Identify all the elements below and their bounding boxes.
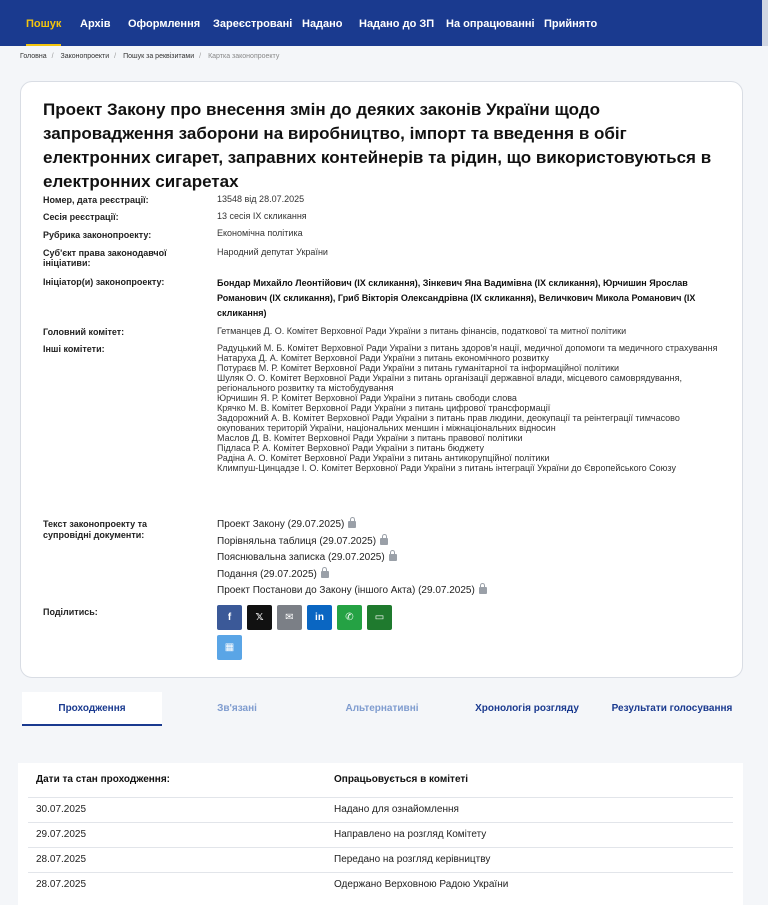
passage-table (18, 763, 743, 905)
doc-link-resolution[interactable]: Проект Постанови до Закону (іншого Акта) (29.07.2025) (217, 583, 722, 600)
qr-code-icon[interactable]: ▦ (217, 635, 242, 660)
column-header-date: Дати та стан проходження: (36, 774, 170, 785)
lock-icon (380, 538, 388, 545)
nav-registered[interactable]: Зареєстровані (213, 18, 293, 30)
row-date: 30.07.2025 (36, 804, 87, 815)
lock-icon (479, 587, 487, 594)
facebook-icon[interactable]: f (217, 605, 242, 630)
nav-submitted-to-zp[interactable]: Надано до ЗП (359, 18, 435, 30)
committee-item: Крячко М. В. Комітет Верховної Ради України з питань цифрової трансформації (217, 403, 551, 413)
committee-item: Підласа Р. А. Комітет Верховної Ради України з питань бюджету (217, 443, 485, 453)
tab-related[interactable]: Зв'язані (217, 703, 257, 714)
linkedin-icon[interactable]: in (307, 605, 332, 630)
committee-item: Радіна А. О. Комітет Верховної Ради України з питань антикорупційної політики (217, 453, 550, 463)
committee-item: Радуцький М. Б. Комітет Верховної Ради України з питань здоров'я нації, медичної допомоги та медичного страхування (217, 343, 718, 353)
rubric-label: Рубрика законопроекту: (43, 230, 152, 240)
nav-drafting[interactable]: Оформлення (128, 18, 201, 30)
share-label: Поділитись: (43, 607, 98, 617)
doc-link-submission[interactable]: Подання (29.07.2025) (217, 567, 722, 584)
docs-label: Текст законопроекту та супровідні документи: (43, 519, 148, 540)
column-header-status: Опрацьовується в комітеті (334, 774, 469, 785)
rubric-value: Економічна політика (217, 228, 303, 238)
committee-item: Задорожний А. В. Комітет Верховної Ради України з питань прав людини, деокупації та реінтеграції тимчасово окупованих територій України, національних меншин і міжнаціональних відносин (217, 413, 680, 433)
row-status: Передано на розгляд керівництву (334, 854, 491, 865)
breadcrumb-search[interactable]: Пошук за реквізитами (123, 53, 195, 60)
committee-item: Потураєв М. Р. Комітет Верховної Ради України з питань гуманітарної та інформаційної політики (217, 363, 620, 373)
committee-item: Юрчишин Я. Р. Комітет Верховної Ради України з питань свободи слова (217, 393, 517, 403)
nav-submitted[interactable]: Надано (302, 18, 343, 30)
doc-link-explanatory[interactable]: Пояснювальна записка (29.07.2025) (217, 550, 722, 567)
x-icon[interactable]: 𝕏 (247, 605, 272, 630)
main-committee-label: Головний комітет: (43, 327, 125, 337)
committee-item: Натаруха Д. А. Комітет Верховної Ради України з питань економічного розвитку (217, 353, 550, 363)
table-row (28, 872, 733, 897)
doc-link-comparison[interactable]: Порівняльна таблиця (29.07.2025) (217, 534, 722, 551)
row-date: 28.07.2025 (36, 854, 87, 865)
breadcrumb-bills[interactable]: Законопроекти (60, 53, 110, 60)
number-value: 13548 від 28.07.2025 (217, 194, 305, 204)
top-navigation (0, 0, 768, 46)
breadcrumb-home[interactable]: Головна (20, 53, 47, 60)
initiators-value: Бондар Михайло Леонтійович (IX скликання), Зінкевич Яна Вадимівна (IX скликання), Юрчишин Ярослав Романович (IX скликання), Гриб Вікторія Олександрівна (IX скликання), Величкович Микола Романович (IX скликання) (217, 278, 696, 318)
committee-item: Шуляк О. О. Комітет Верховної Ради України з питань організації державної влади, місцевого самоврядування, регіонального розвитку та містобудування (217, 373, 682, 393)
table-row (28, 822, 733, 847)
row-status: Надано для ознайомлення (334, 804, 459, 815)
docs-list (217, 517, 722, 600)
other-committees-label: Інші комітети: (43, 344, 105, 354)
tab-alternative[interactable]: Альтернативні (345, 703, 419, 714)
page-title: Проект Закону про внесення змін до деяких законів України щодо запровадження заборони на виробництво, імпорт та введення в обіг електронних сигарет, заправних контейнерів та рідин, що використовуються в електронних сигаретах (43, 100, 712, 191)
email-icon[interactable]: ✉ (277, 605, 302, 630)
tab-bar (22, 692, 745, 728)
table-row (28, 797, 733, 822)
number-label: Номер, дата реєстрації: (43, 195, 149, 205)
nav-archive[interactable]: Архів (80, 18, 111, 30)
session-value: 13 сесія IX скликання (217, 211, 307, 221)
table-row (28, 847, 733, 872)
initiators-label: Ініціатор(и) законопроекту: (43, 277, 165, 287)
row-date: 28.07.2025 (36, 879, 87, 890)
doc-link-bill[interactable]: Проект Закону (29.07.2025) (217, 517, 722, 534)
tab-chronology[interactable]: Хронологія розгляду (475, 703, 579, 714)
whatsapp-icon[interactable]: ✆ (337, 605, 362, 630)
committee-item: Климпуш-Цинцадзе І. О. Комітет Верховної Ради України з питань інтеграції України до Європейського Союзу (217, 463, 676, 473)
committee-item: Маслов Д. В. Комітет Верховної Ради України з питань правової політики (217, 433, 523, 443)
breadcrumb-current: Картка законопроекту (208, 53, 280, 60)
lock-icon (321, 571, 329, 578)
lock-icon (389, 554, 397, 561)
bill-card (20, 81, 743, 678)
session-label: Сесія реєстрації: (43, 212, 119, 222)
nav-in-processing[interactable]: На опрацюванні (446, 18, 535, 30)
row-date: 29.07.2025 (36, 829, 87, 840)
row-status: Направлено на розгляд Комітету (334, 829, 487, 840)
nav-adopted[interactable]: Прийнято (544, 18, 598, 30)
message-icon[interactable]: ▭ (367, 605, 392, 630)
other-committees-list (217, 343, 722, 473)
main-committee-value: Гетманцев Д. О. Комітет Верховної Ради України з питань фінансів, податкової та митної політики (217, 326, 627, 336)
subject-label: Суб'єкт права законодавчої ініціативи: (43, 248, 167, 268)
subject-value: Народний депутат України (217, 247, 328, 257)
tab-passage[interactable]: Проходження (22, 692, 162, 726)
nav-search[interactable]: Пошук (26, 0, 61, 46)
tab-voting-results[interactable]: Результати голосування (611, 703, 733, 714)
breadcrumb: Головна / Законопроекти / Пошук за реквізитами / Картка законопроекту (20, 53, 280, 60)
row-status: Одержано Верховною Радою України (334, 879, 509, 890)
lock-icon (348, 521, 356, 528)
